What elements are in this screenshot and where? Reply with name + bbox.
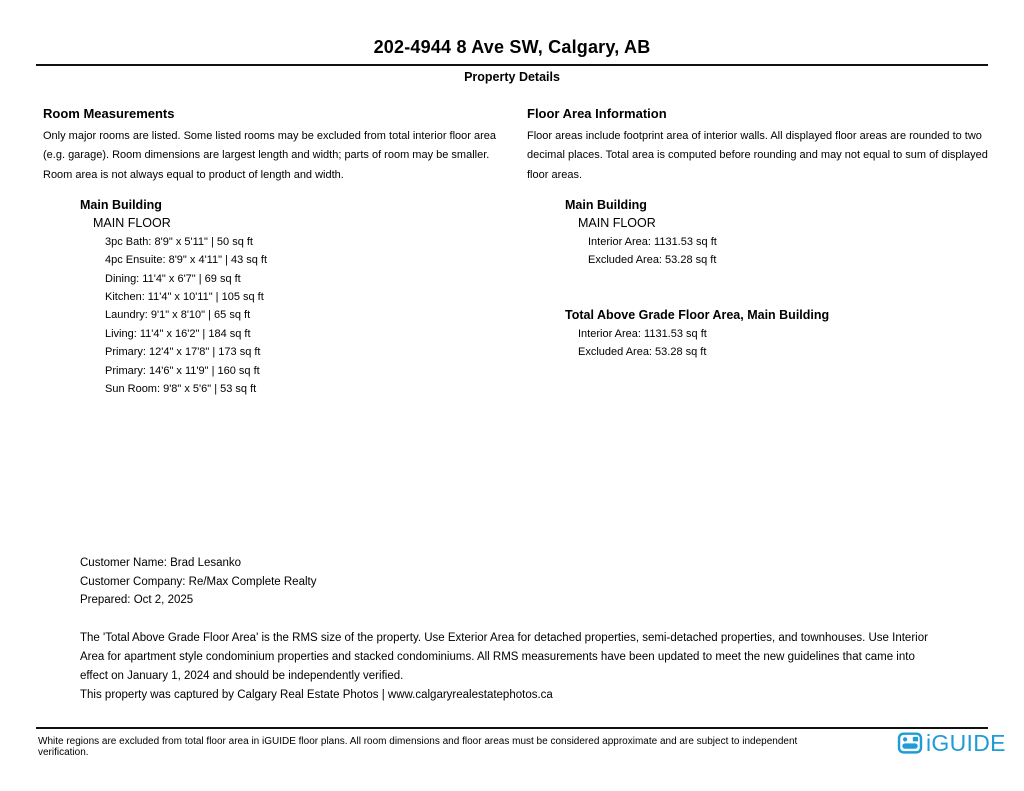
- customer-detail: Customer Name: Brad Lesanko: [80, 557, 242, 569]
- customer-detail: Customer Company: Re/Max Complete Realty: [80, 575, 317, 588]
- floor-area-information-description: Floor areas include footprint area of interior walls. All displayed floor areas are rounded to two decimal places. Total area is computed before rounding and may not equal to sum of displayed floor areas.: [527, 130, 988, 181]
- floor-area-list: [588, 233, 829, 270]
- room-measurement: 4pc Ensuite: 8'9" x 4'11" | 43 sq ft: [105, 254, 268, 267]
- floor-areas-section: [565, 196, 829, 361]
- customer-lines: [80, 554, 316, 610]
- captured-by-text: This property was captured by Calgary Real Estate Photos | www.calgaryrealestatephotos.ca: [80, 689, 553, 701]
- floor-area-information-heading: Floor Area Information: [527, 106, 667, 121]
- disclaimer-section: [80, 629, 938, 705]
- total-above-grade-heading: Total Above Grade Floor Area, Main Building: [565, 308, 830, 323]
- customer-info: [80, 554, 316, 610]
- iguide-logo: [897, 730, 1006, 756]
- rms-disclaimer-text: The 'Total Above Grade Floor Area' is the RMS size of the property. Use Exterior Area for detached properties, semi-detached properties, and townhouses. Use Interior Area for apartment style condominium properties and stacked condominiums. All RMS measurements have been updated to meet the new guidelines that came into effect on January 1, 2024 and should be independently verified.: [80, 632, 928, 682]
- footer-divider: [36, 727, 988, 729]
- iguide-camera-icon: [897, 730, 923, 756]
- room-measurement: 3pc Bath: 8'9" x 5'11" | 50 sq ft: [105, 235, 253, 248]
- room-measurements-description: Only major rooms are listed. Some listed rooms may be excluded from total interior floor area (e.g. garage). Room dimensions are largest length and width; parts of room may be smaller. Room area is not always equal to product of length and width.: [43, 130, 497, 181]
- building-name: Main Building: [80, 198, 162, 212]
- total-above-grade-section: [565, 306, 829, 361]
- room-measurements-heading: Room Measurements: [43, 106, 175, 121]
- iguide-logo-text: iGUIDE: [926, 730, 1006, 756]
- room-measurement: Living: 11'4" x 16'2" | 184 sq ft: [105, 327, 251, 340]
- room-measurement: Sun Room: 9'8" x 5'6" | 53 sq ft: [105, 383, 257, 396]
- customer-detail: Prepared: Oct 2, 2025: [80, 594, 194, 607]
- page-subtitle: Property Details: [464, 70, 560, 84]
- total-area-list: [578, 325, 829, 362]
- footer-disclaimer-text: White regions are excluded from total floor area in iGUIDE floor plans. All room dimensions and floor areas must be considered approximate and are subject to independent verification.: [38, 736, 798, 758]
- floor-area-entry: Excluded Area: 53.28 sq ft: [588, 254, 717, 267]
- floor-name: MAIN FLOOR: [578, 216, 656, 231]
- room-measurement: Dining: 11'4" x 6'7" | 69 sq ft: [105, 272, 241, 285]
- floor-area-entry: Interior Area: 1131.53 sq ft: [588, 235, 717, 248]
- title-divider: [36, 64, 988, 66]
- page-title: 202-4944 8 Ave SW, Calgary, AB: [373, 37, 651, 57]
- room-measurements-list-section: [80, 196, 267, 398]
- floor-area-information-section: [527, 106, 995, 185]
- room-measurement: Laundry: 9'1" x 8'10" | 65 sq ft: [105, 309, 251, 322]
- total-area-entry: Interior Area: 1131.53 sq ft: [578, 327, 707, 340]
- room-list: [105, 233, 267, 399]
- floor-name: MAIN FLOOR: [93, 216, 171, 231]
- total-area-entry: Excluded Area: 53.28 sq ft: [578, 345, 707, 358]
- building-name: Main Building: [565, 198, 647, 212]
- room-measurements-section: [43, 106, 513, 185]
- room-measurement: Primary: 14'6" x 11'9" | 160 sq ft: [105, 364, 260, 377]
- room-measurement: Primary: 12'4" x 17'8" | 173 sq ft: [105, 346, 261, 359]
- room-measurement: Kitchen: 11'4" x 10'11" | 105 sq ft: [105, 291, 264, 304]
